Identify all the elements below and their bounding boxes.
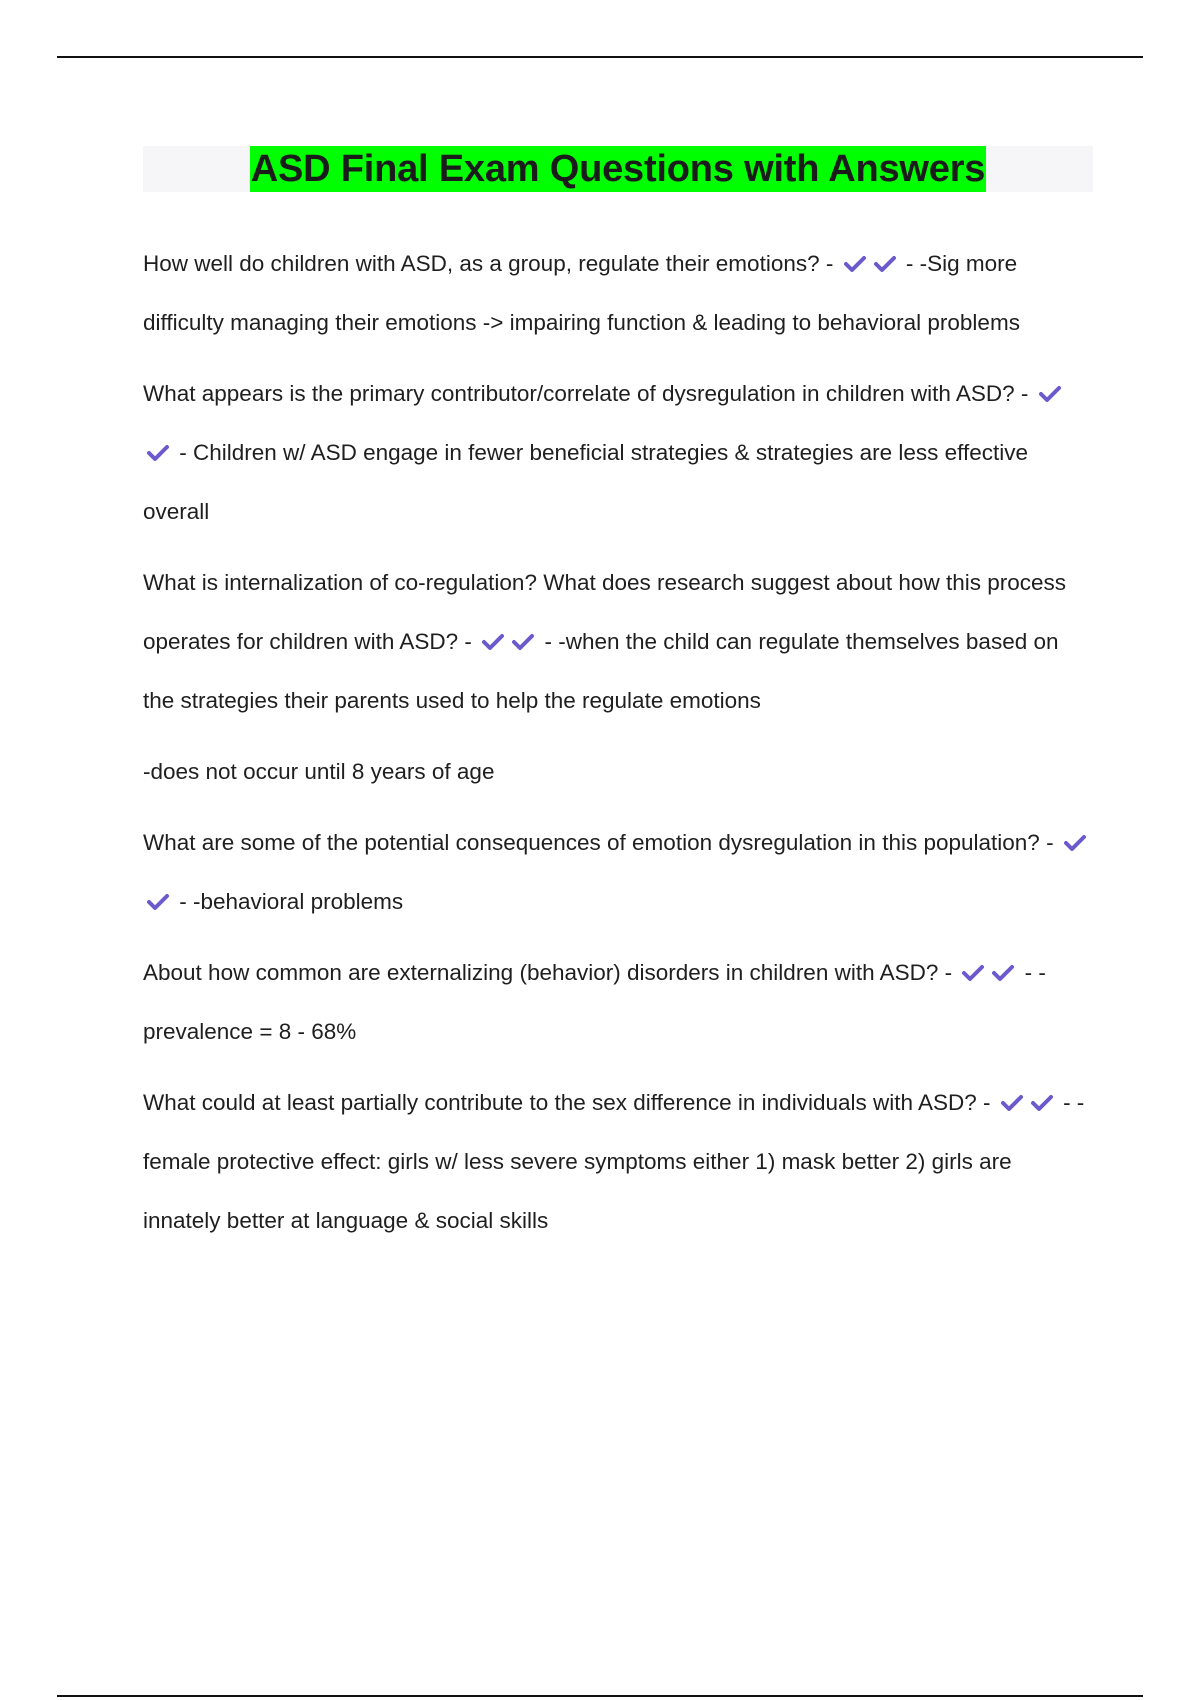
answer-text: - Children w/ ASD engage in fewer beneficial strategies & strategies are less effective overall xyxy=(143,440,1029,524)
top-rule xyxy=(57,56,1143,58)
answer-extra: -does not occur until 8 years of age xyxy=(143,759,495,784)
check-icon xyxy=(1038,384,1062,404)
answer-text: - -prevalence = 8 - 68% xyxy=(143,960,1046,1044)
answer-text: - -Sig more difficulty managing their emotions -> impairing function & leading to behavioral problems xyxy=(143,251,1020,335)
qa-item-2 xyxy=(143,364,1093,541)
question-text: How well do children with ASD, as a group, regulate their emotions? - xyxy=(143,251,834,276)
check-icon xyxy=(843,254,867,274)
answer-text: - -female protective effect: girls w/ less severe symptoms either 1) mask better 2) girls are innately better at language & social skills xyxy=(143,1090,1085,1233)
check-icon xyxy=(1030,1093,1054,1113)
qa-item-4 xyxy=(143,813,1093,931)
check-icon xyxy=(481,632,505,652)
qa-item-1 xyxy=(143,234,1093,352)
check-icon xyxy=(961,963,985,983)
question-text: What could at least partially contribute to the sex difference in individuals with ASD? - xyxy=(143,1090,991,1115)
question-text: About how common are externalizing (behavior) disorders in children with ASD? - xyxy=(143,960,953,985)
check-icon xyxy=(873,254,897,274)
qa-item-5 xyxy=(143,943,1093,1061)
qa-item-3 xyxy=(143,553,1093,801)
question-text: What are some of the potential consequences of emotion dysregulation in this population? - xyxy=(143,830,1054,855)
title-band xyxy=(143,146,1093,192)
document-title: ASD Final Exam Questions with Answers xyxy=(250,148,986,190)
check-icon xyxy=(1063,833,1087,853)
check-icon xyxy=(146,892,170,912)
check-icon xyxy=(511,632,535,652)
answer-text: - -when the child can regulate themselves based on the strategies their parents used to help the regulate emotions xyxy=(143,629,1059,713)
check-icon xyxy=(146,443,170,463)
question-text: What appears is the primary contributor/correlate of dysregulation in children with ASD? - xyxy=(143,381,1029,406)
question-text: What is internalization of co-regulation? What does research suggest about how this process operates for children with ASD? - xyxy=(143,570,1066,654)
bottom-rule xyxy=(57,1695,1143,1697)
check-icon xyxy=(991,963,1015,983)
answer-text: - -behavioral problems xyxy=(179,889,404,914)
page-content xyxy=(143,146,1093,1262)
qa-item-6 xyxy=(143,1073,1093,1250)
check-icon xyxy=(1000,1093,1024,1113)
